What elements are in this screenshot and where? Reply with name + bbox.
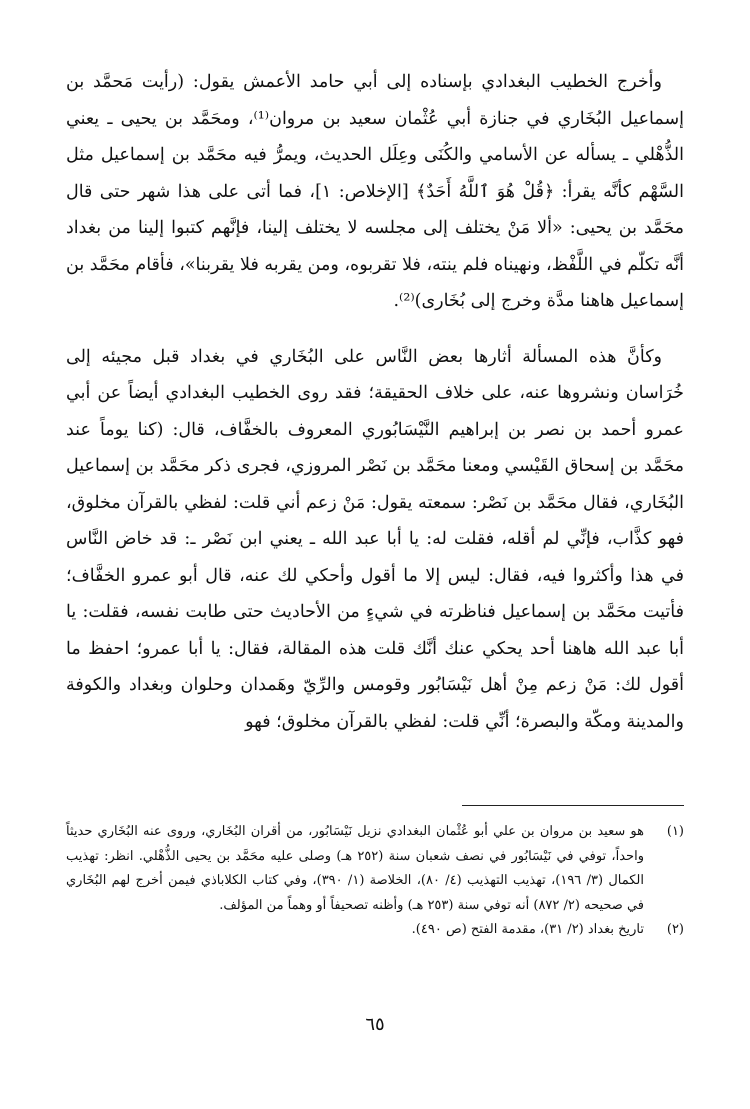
footnote-separator (462, 805, 684, 806)
footnote-1 (66, 820, 684, 918)
paragraph-2: وكأنَّ هذه المسألة أثارها بعض النَّاس على البُخَاري في بغداد قبل مجيئه إلى خُرَاسان ونشروها عنه، على خلاف الحقيقة؛ فقد روى الخطيب البغدادي أيضاً عن أبي عمرو أحمد بن نصر بن إبراهيم النَّيْسَابُوري المعروف بالخفَّاف، قال: (كنا يوماً عند محَمَّد بن إسحاق القَيْسي ومعنا محَمَّد بن نَصْر المروزي، فجرى ذكر محَمَّد بن إسماعيل البُخَاري، فقال محَمَّد بن نَصْر: سمعته يقول: مَنْ زعم أني قلت: لفظي بالقرآن مخلوق، فهو كذَّاب، فإنِّي لم أقله، فقلت له: يا أبا عبد الله ـ يعني ابن نَصْر ـ: قد خاض النَّاس في هذا وأكثروا فيه، فقال: ليس إلا ما أقول وأحكي لك عنه، قال أبو عمرو الخفَّاف؛ فأتيت محَمَّد بن إسماعيل فناظرته في شيءٍ من الأحاديث حتى طابت نفسه، فقلت: يا أبا عبد الله هاهنا أحد يحكي عنك أنَّك قلت هذه المقالة، فقال: يا أبا عمرو؛ احفظ ما أقول لك: مَنْ زعم مِنْ أهل نَيْسَابُور وقومس والرِّيّ وهَمدان وحلوان وبغداد والكوفة والمدينة ومكّة والبصرة؛ أنِّي قلت: لفظي بالقرآن مخلوق؛ فهو (66, 346, 684, 732)
footnote-2 (66, 918, 684, 943)
page-number: ٦٥ (365, 1014, 385, 1035)
footnote-number: (١) (666, 824, 684, 839)
main-text (66, 64, 684, 740)
paragraph-1: وأخرج الخطيب البغدادي بإسناده إلى أبي حامد الأعمش يقول: (رأيت مَحمَّد بن إسماعيل البُخَاري في جنازة أبي عُثْمان سعيد بن مروان⁽¹⁾، ومحَمَّد بن يحيى ـ يعني الذُّهْلي ـ يسأله عن الأسامي والكُنَى وعِلَل الحديث، ويمرُّ فيه محَمَّد بن إسماعيل مثل السَّهْم كأنَّه يقرأ: ﴿قُلْ هُوَ ٱللَّهُ أَحَدٌ﴾ [الإخلاص: ١]، فما أتى على هذا شهر حتى قال محَمَّد بن يحيى: «ألا مَنْ يختلف إلى مجلسه لا يختلف إلينا، فإنَّهم كتبوا إلينا من بغداد أنَّه تكلّم في اللَّفْظ، ونهيناه فلم ينته، فلا تقربوه، ومن يقربه فلا يقربنا»، فأقام محَمَّد بن إسماعيل هاهنا مدَّة وخرج إلى بُخَارى)⁽²⁾. (66, 72, 684, 311)
footnote-text: هو سعيد بن مروان بن علي أبو عُثْمان البغدادي نزيل نَيْسَابُور، من أقران البُخَاري، وروى عنه البُخَاري حديثاً واحداً، توفي في نَيْسَابُور في نصف شعبان سنة (٢٥٢ هـ) وصلى عليه محَمَّد بن يحيى الذُّهْلي. انظر: تهذيب الكمال (٣/ ١٩٦)، تهذيب التهذيب (٤/ ٨٠)، الخلاصة (١/ ٣٩٠)، وفي كتاب الكلاباذي فيمن أخرج لهم البُخَاري في صحيحه (٢/ ٨٧٢) أنه توفي سنة (٢٥٣ هـ) وأظنه تصحيفاً أو وهماً من المؤلف. (66, 824, 645, 913)
footnote-number: (٢) (666, 922, 684, 937)
footnotes (66, 820, 684, 943)
footnote-text: تاريخ بغداد (٢/ ٣١)، مقدمة الفتح (ص ٤٩٠). (411, 922, 644, 937)
